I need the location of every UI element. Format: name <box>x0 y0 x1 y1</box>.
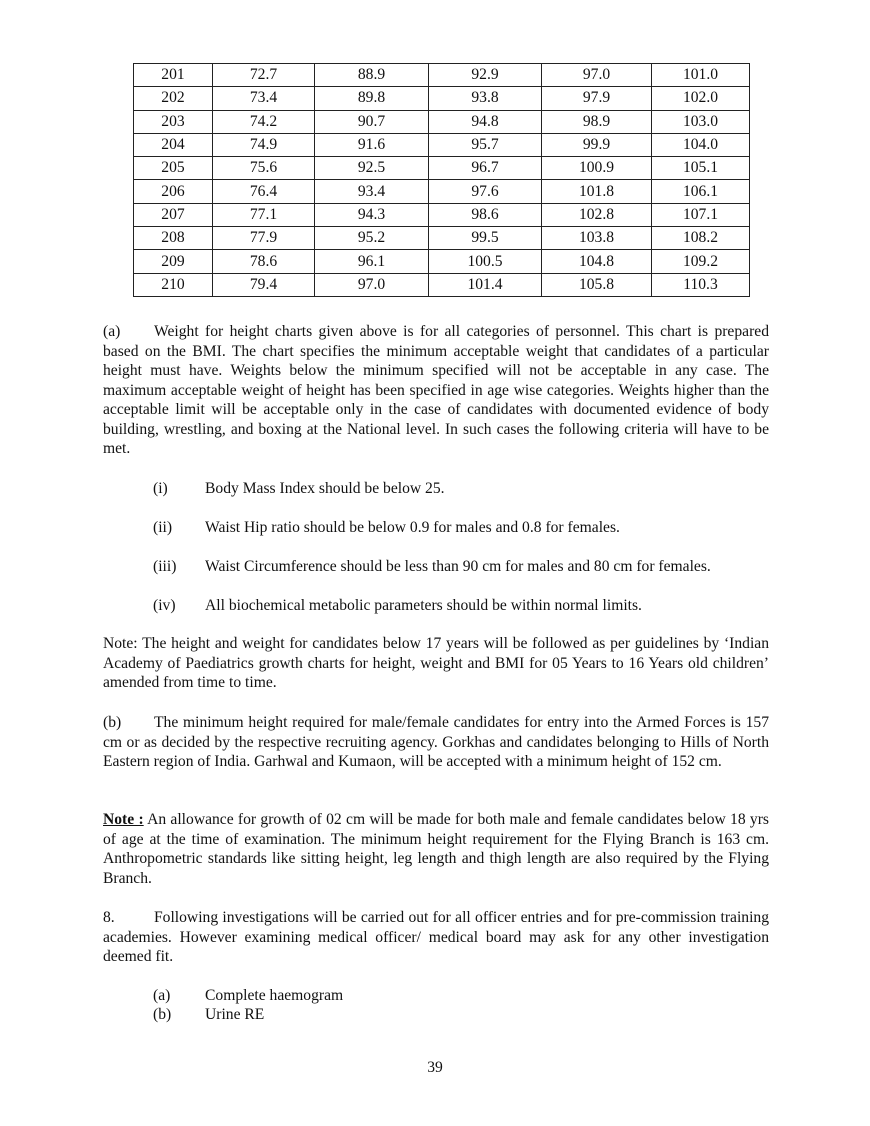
weight-cell: 103.8 <box>542 227 652 250</box>
table-row <box>134 110 750 133</box>
weight-cell: 74.2 <box>213 110 315 133</box>
table-row <box>134 64 750 87</box>
weight-cell: 102.0 <box>652 87 750 110</box>
table-row <box>134 180 750 203</box>
weight-cell: 97.9 <box>542 87 652 110</box>
weight-cell: 105.1 <box>652 157 750 180</box>
weight-cell: 89.8 <box>315 87 429 110</box>
weight-cell: 97.0 <box>542 64 652 87</box>
weight-cell: 97.6 <box>429 180 542 203</box>
weight-cell: 101.8 <box>542 180 652 203</box>
criteria-item <box>153 596 773 616</box>
item-number: (ii) <box>153 519 173 536</box>
note-text: An allowance for growth of 02 cm will be made for both male and female candidates below 18 yrs of age at the time of examination. The minimum height requirement for the Flying Branch is 163 cm. Anthropometric standards like sitting height, leg length and thigh length are also required by the Flying Branch. <box>103 811 769 887</box>
height-cell: 203 <box>134 110 213 133</box>
table-row <box>134 203 750 226</box>
investigation-item <box>153 1005 773 1025</box>
paragraph-marker: (a) <box>103 323 121 340</box>
weight-cell: 88.9 <box>315 64 429 87</box>
investigation-item <box>153 986 773 1006</box>
item-number: (iv) <box>153 597 176 614</box>
table-row <box>134 250 750 273</box>
weight-cell: 95.2 <box>315 227 429 250</box>
weight-cell: 77.9 <box>213 227 315 250</box>
height-cell: 204 <box>134 133 213 156</box>
weight-cell: 101.4 <box>429 273 542 296</box>
paragraph-text: Weight for height charts given above is for all categories of personnel. This chart is prepared based on the BMI. The chart specifies the minimum acceptable weight that candidates of a particular height must have. Weights below the minimum specified will not be acceptable in any case. The maximum acceptable weight of height has been specified in age wise categories. Weights higher than the acceptable limit will be acceptable only in the case of candidates with documented evidence of body building, wrestling, and boxing at the National level. In such cases the following criteria will have to be met. <box>103 323 769 457</box>
weight-cell: 99.5 <box>429 227 542 250</box>
weight-cell: 110.3 <box>652 273 750 296</box>
item-number: (iii) <box>153 558 177 575</box>
note-label: Note : <box>103 811 144 828</box>
weight-cell: 94.8 <box>429 110 542 133</box>
table-body <box>134 64 750 297</box>
weight-cell: 108.2 <box>652 227 750 250</box>
weight-cell: 98.6 <box>429 203 542 226</box>
height-cell: 202 <box>134 87 213 110</box>
weight-cell: 100.9 <box>542 157 652 180</box>
weight-cell: 93.8 <box>429 87 542 110</box>
weight-cell: 72.7 <box>213 64 315 87</box>
item-number: (a) <box>153 987 171 1004</box>
table-row <box>134 273 750 296</box>
weight-height-table <box>133 63 750 297</box>
weight-cell: 93.4 <box>315 180 429 203</box>
weight-cell: 95.7 <box>429 133 542 156</box>
paragraph-b <box>103 713 769 772</box>
weight-cell: 96.7 <box>429 157 542 180</box>
criteria-item <box>153 518 773 538</box>
weight-cell: 92.9 <box>429 64 542 87</box>
weight-cell: 107.1 <box>652 203 750 226</box>
paragraph-a <box>103 322 769 459</box>
weight-cell: 106.1 <box>652 180 750 203</box>
weight-cell: 90.7 <box>315 110 429 133</box>
item-number: (i) <box>153 480 168 497</box>
weight-cell: 104.8 <box>542 250 652 273</box>
weight-cell: 76.4 <box>213 180 315 203</box>
table-row <box>134 133 750 156</box>
weight-cell: 78.6 <box>213 250 315 273</box>
height-cell: 206 <box>134 180 213 203</box>
weight-cell: 103.0 <box>652 110 750 133</box>
weight-cell: 96.1 <box>315 250 429 273</box>
paragraph-8 <box>103 908 769 967</box>
item-text: Body Mass Index should be below 25. <box>205 480 445 497</box>
weight-cell: 75.6 <box>213 157 315 180</box>
paragraph-marker: (b) <box>103 714 122 731</box>
weight-cell: 104.0 <box>652 133 750 156</box>
weight-cell: 99.9 <box>542 133 652 156</box>
weight-cell: 97.0 <box>315 273 429 296</box>
height-cell: 205 <box>134 157 213 180</box>
weight-cell: 92.5 <box>315 157 429 180</box>
weight-cell: 100.5 <box>429 250 542 273</box>
weight-cell: 74.9 <box>213 133 315 156</box>
paragraph-text: Following investigations will be carried out for all officer entries and for pre-commission training academies. However examining medical officer/ medical board may ask for any other investigation deemed fit. <box>103 909 769 965</box>
weight-cell: 101.0 <box>652 64 750 87</box>
page-number: 39 <box>427 1059 443 1076</box>
weight-cell: 77.1 <box>213 203 315 226</box>
note-growth-paragraph <box>103 810 769 888</box>
item-text: Urine RE <box>205 1006 265 1023</box>
height-cell: 208 <box>134 227 213 250</box>
weight-cell: 91.6 <box>315 133 429 156</box>
paragraph-marker: 8. <box>103 909 115 926</box>
weight-cell: 73.4 <box>213 87 315 110</box>
criteria-item <box>153 479 773 499</box>
table-row <box>134 87 750 110</box>
height-cell: 201 <box>134 64 213 87</box>
height-cell: 209 <box>134 250 213 273</box>
table-row <box>134 227 750 250</box>
weight-cell: 94.3 <box>315 203 429 226</box>
height-cell: 210 <box>134 273 213 296</box>
criteria-item <box>153 557 773 577</box>
item-text: Waist Circumference should be less than 90 cm for males and 80 cm for females. <box>205 558 711 575</box>
item-text: All biochemical metabolic parameters should be within normal limits. <box>205 597 642 614</box>
weight-cell: 98.9 <box>542 110 652 133</box>
weight-cell: 79.4 <box>213 273 315 296</box>
weight-cell: 105.8 <box>542 273 652 296</box>
weight-cell: 102.8 <box>542 203 652 226</box>
item-text: Waist Hip ratio should be below 0.9 for males and 0.8 for females. <box>205 519 620 536</box>
weight-cell: 109.2 <box>652 250 750 273</box>
paragraph-text: The minimum height required for male/female candidates for entry into the Armed Forces is 157 cm or as decided by the respective recruiting agency. Gorkhas and candidates belonging to Hills of North Eastern region of India. Garhwal and Kumaon, will be accepted with a minimum height of 152 cm. <box>103 714 769 770</box>
table-row <box>134 157 750 180</box>
height-cell: 207 <box>134 203 213 226</box>
item-text: Complete haemogram <box>205 987 344 1004</box>
note-paragraph: Note: The height and weight for candidates below 17 years will be followed as per guidelines by ‘Indian Academy of Paediatrics growth charts for height, weight and BMI for 05 Years to 16 Years old children’ amended from time to time. <box>103 635 769 691</box>
item-number: (b) <box>153 1006 172 1023</box>
